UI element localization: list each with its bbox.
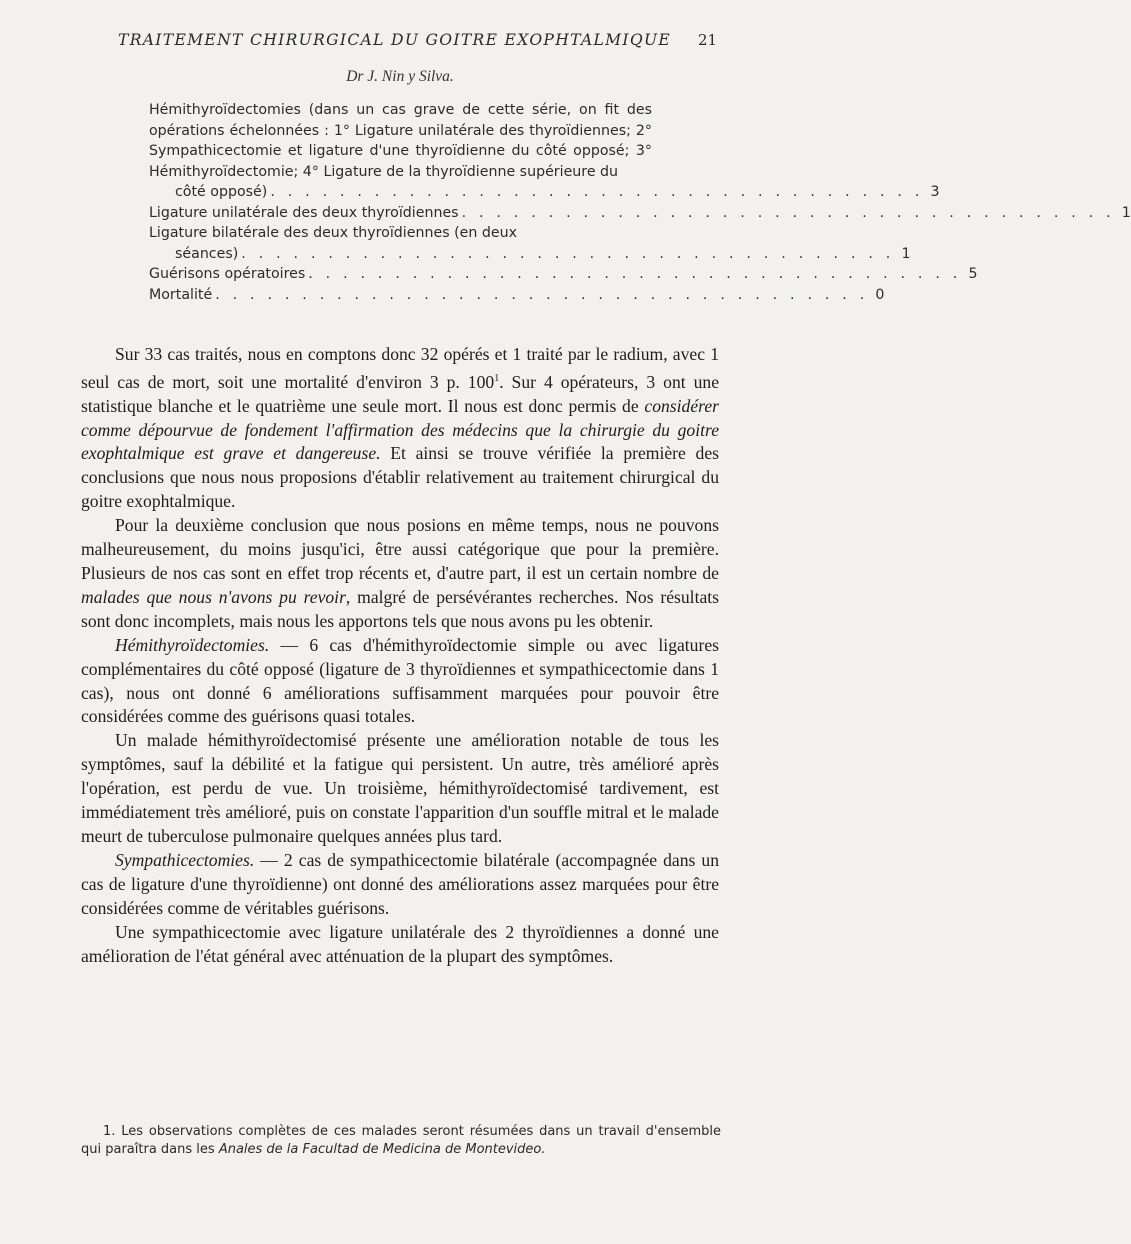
body-text bbox=[81, 343, 719, 968]
dot-leader: . . . . . . . . . . . . . . . . . . . . . . . . . . . . . . . . . . . . . . bbox=[461, 204, 1115, 221]
paragraph-1: Sur 33 cas traités, nous en comptons donc 32 opérés et 1 traité par le radium, avec 1 seul cas de mort, soit une mortalité d'environ 3 p. $100^1$. Sur 4 opérateurs, 3 ont une statistique blanche et le quatrième une seule mort. Il nous est donc permis de considérer comme dépourvue de fondement l'affirmation des médecins que la chirurgie du goitre exophtalmique est grave et dangereuse. Et ainsi se trouve vérifiée la première des conclusions que nous nous proposions d'établir relativement au traitement chirurgical du goitre exophtalmique. bbox=[81, 344, 719, 512]
section-heading: Hémithyroïdectomies. bbox=[115, 634, 270, 655]
running-title: TRAITEMENT CHIRURGICAL DU GOITRE EXOPHTALMIQUE bbox=[118, 31, 672, 49]
paragraph-sympathicectomies: Sympathicectomies. — 2 cas de sympathicectomie bilatérale (accompagnée dans un cas de ligature d'une thyroïdienne) ont donné des améliorations assez marquées pour être considérées comme de véritables guérisons. bbox=[81, 849, 719, 918]
dot-leader: . . . . . . . . . . . . . . . . . . . . . . . . . . . . . . . . . . . . . . bbox=[215, 286, 869, 303]
table-first-entry: Hémithyroïdectomies (dans un cas grave de cette série, on fit des opérations échelonnées : 1° Ligature unilatérale des thyroïdiennes; 2° Sympathicectomie et ligature d'une thyroïdienne du côté opposé; 3° Hémithyroïdectomie; 4° Ligature de la thyroïdienne supérieure du bbox=[149, 102, 652, 180]
footnote-ref: 1 bbox=[494, 372, 500, 384]
dot-leader: . . . . . . . . . . . . . . . . . . . . . . . . . . . . . . . . . . . . . . bbox=[270, 184, 924, 200]
table-row-label: côté opposé) bbox=[175, 184, 268, 200]
table-row-value: 1 bbox=[1121, 204, 1131, 221]
results-table bbox=[149, 100, 1131, 305]
table-row bbox=[149, 244, 911, 265]
table-row-label: Guérisons opératoires bbox=[149, 266, 306, 282]
table-row-label: Mortalité bbox=[149, 286, 213, 303]
table-row-label: Ligature bilatérale des deux thyroïdiennes (en deux bbox=[149, 225, 517, 241]
dot-leader: . . . . . . . . . . . . . . . . . . . . . . . . . . . . . . . . . . . . . . bbox=[241, 245, 895, 262]
table-rows bbox=[149, 182, 1131, 305]
table-row bbox=[149, 264, 978, 285]
table-row bbox=[149, 285, 885, 306]
table-row-value: 1 bbox=[901, 245, 911, 262]
table-row bbox=[149, 203, 1131, 224]
table-row-value bbox=[636, 223, 652, 244]
paragraph-6: Une sympathicectomie avec ligature unilatérale des 2 thyroïdiennes a donné une amélioration de l'état général avec atténuation de la plupart des symptômes. bbox=[81, 921, 719, 966]
paragraph-hemithyroidectomies: Hémithyroïdectomies. — 6 cas d'hémithyroïdectomie simple ou avec ligatures complémentaires du côté opposé (ligature de 3 thyroïdiennes et sympathicectomie dans 1 cas), nous ont donné 6 améliorations suffisamment marquées pour pouvoir être considérées comme des guérisons quasi totales. bbox=[81, 634, 719, 727]
table-row-label: Ligature unilatérale des deux thyroïdiennes bbox=[149, 204, 459, 221]
table-row-value: 0 bbox=[875, 286, 885, 303]
table-row-value: 3 bbox=[930, 184, 940, 200]
table-row-label: séances) bbox=[175, 245, 239, 262]
paragraph-4: Un malade hémithyroïdectomisé présente une amélioration notable de tous les symptômes, sauf la débilité et la fatigue qui persistent. Un autre, très amélioré après l'opération, est perdu de vue. Un troisième, hémithyroïdectomisé tardivement, est immédiatement très amélioré, puis on constate l'apparition d'un souffle mitral et le malade meurt de tuberculose pulmonaire quelques années plus tard. bbox=[81, 730, 719, 846]
footnote: 1. Les observations complètes de ces malades seront résumées dans un travail d'ensemble qui paraîtra dans les Anales de la Facultad de Medicina de Montevideo. bbox=[81, 1124, 721, 1157]
table-row bbox=[149, 223, 652, 244]
author-line: Dr J. Nin y Silva. bbox=[346, 68, 454, 85]
dot-leader bbox=[517, 223, 636, 244]
dot-leader: . . . . . . . . . . . . . . . . . . . . . . . . . . . . . . . . . . . . . . bbox=[308, 266, 962, 282]
table-row bbox=[149, 182, 940, 203]
section-heading: Sympathicectomies. bbox=[115, 849, 255, 870]
journal-title: Anales de la Facultad de Medicina de Montevideo. bbox=[218, 1142, 546, 1157]
paragraph-2: Pour la deuxième conclusion que nous posions en même temps, nous ne pouvons malheureusement, du moins jusqu'ici, être aussi catégorique que pour la première. Plusieurs de nos cas sont en effet trop récents et, d'autre part, il est un certain nombre de malades que nous n'avons pu revoir, malgré de persévérantes recherches. Nos résultats sont donc incomplets, mais nous les apportons tels que nous avons pu les obtenir. bbox=[81, 515, 719, 631]
table-row-value: 5 bbox=[968, 266, 978, 282]
page-number: 21 bbox=[698, 31, 718, 49]
